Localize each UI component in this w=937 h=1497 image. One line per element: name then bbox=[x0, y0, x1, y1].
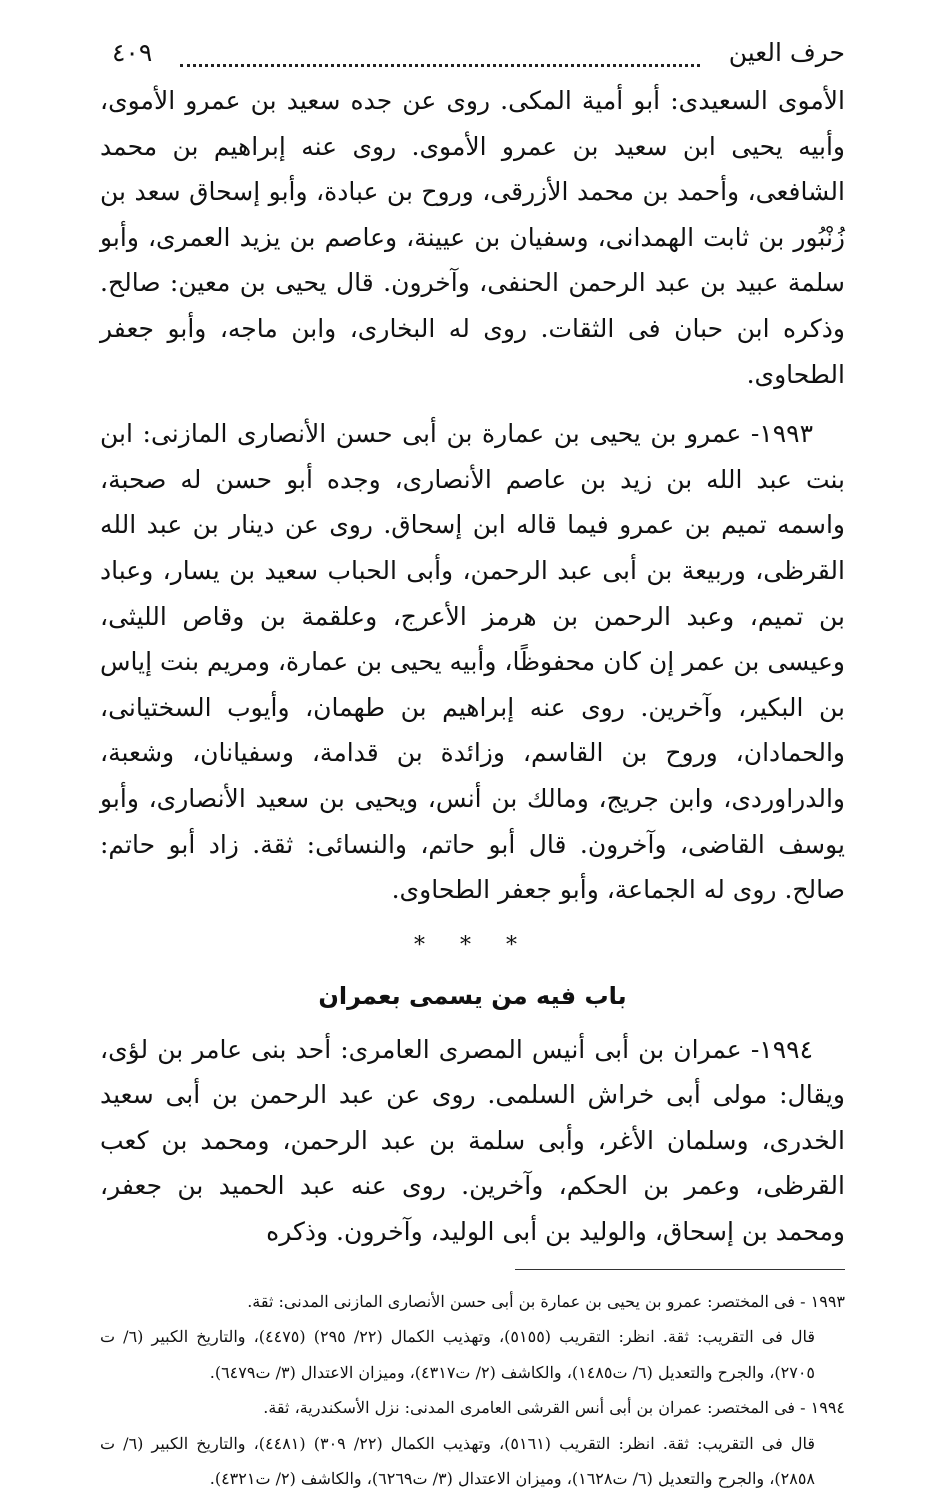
entry-1993 bbox=[100, 411, 845, 913]
footnote-separator bbox=[515, 1269, 845, 1270]
entry-continuation: الأموى السعيدى: أبو أمية المكى. روى عن جده سعيد بن عمرو الأموى، وأبيه يحيى ابن سعيد بن عمرو الأموى. روى عنه إبراهيم بن محمد الشافعى، وأحمد بن محمد الأزرقى، وروح بن عبادة، وأبو إسحاق سعد بن زُنْبُور بن ثابت الهمدانى، وسفيان بن عيينة، وعاصم بن يزيد العمرى، وأبو سلمة عبيد بن عبد الرحمن الحنفى، وآخرون. قال يحيى بن معين: صالح. وذكره ابن حبان فى الثقات. روى له البخارى، وابن ماجه، وأبو جعفر الطحاوى. bbox=[100, 86, 845, 389]
running-title: حرف العين bbox=[728, 38, 845, 67]
page-header bbox=[100, 30, 845, 78]
page-number: ٤٠٩ bbox=[112, 38, 153, 67]
footnote-1993-lead: ١٩٩٣ - فى المختصر: عمرو بن يحيى بن عمارة بن أبى حسن الأنصارى المازنى المدنى: ثقة. bbox=[247, 1291, 845, 1311]
entry-1994-text: ١٩٩٤- عمران بن أبى أنيس المصرى العامرى: أحد بنى عامر بن لؤى، ويقال: مولى أبى خراش السلمى. روى عن عبد الرحمن بن أبى سعيد الخدرى، وسلمان الأغر، وأبى سلمة بن عبد الرحمن، ومحمد بن كعب القرظى، وعمر بن الحكم، وآخرين. روى عنه عبد الحميد بن جعفر، ومحمد بن إسحاق، والوليد بن أبى الوليد، وآخرون. وذكره bbox=[100, 1034, 845, 1247]
section-divider: * * * bbox=[414, 932, 531, 958]
main-text-after bbox=[100, 1027, 845, 1255]
footnote-1994-body: قال فى التقريب: ثقة. انظر: التقريب (٥١٦١)، وتهذيب الكمال (٢٢/ ٣٠٩) (٤٤٨١)، والتاريخ الكبير (٦/ ت ٢٨٥٨)، والجرح والتعديل (٦/ ت١٦٢٨)، وميزان الاعتدال (٣/ ت٦٢٦٩)، والكاشف (٢/ ت٤٣٢١). bbox=[100, 1433, 816, 1489]
entry-1994 bbox=[100, 1027, 845, 1255]
chapter-title: باب فيه من يسمى بعمران bbox=[318, 981, 627, 1010]
main-text bbox=[100, 78, 845, 913]
entry-1993-text: ١٩٩٣- عمرو بن يحيى بن عمارة بن أبى حسن الأنصارى المازنى: ابن بنت عبد الله بن زيد بن عاصم الأنصارى، وجده أبو حسن له صحبة، واسمه تميم بن عمرو فيما قاله ابن إسحاق. روى عن دينار بن عبد الله القرظى، وربيعة بن أبى عبد الرحمن، وأبى الحباب سعيد بن يسار، وعباد بن تميم، وعبد الرحمن بن هرمز الأعرج، وعلقمة بن وقاص الليثى، وعيسى بن عمر إن كان محفوظًا، وأبيه يحيى بن عمارة، ومريم بنت إياس بن البكير، وآخرين. روى عنه إبراهيم بن طهمان، وأيوب السختيانى، والحمادان، وروح بن القاسم، وزائدة بن قدامة، وسفيانان، وشعبة، والدراوردى، وابن جريج، ومالك بن أنس، ويحيى بن سعيد الأنصارى، وأبو يوسف القاضى، وآخرون. قال أبو حاتم، والنسائى: ثقة. زاد أبو حاتم: صالح. روى له الجماعة، وأبو جعفر الطحاوى. bbox=[100, 419, 845, 905]
footnote-1993-body: قال فى التقريب: ثقة. انظر: التقريب (٥١٥٥)، وتهذيب الكمال (٢٢/ ٢٩٥) (٤٤٧٥)، والتاريخ الكبير (٦/ ت ٢٧٠٥)، والجرح والتعديل (٦/ ت١٤٨٥)، والكاشف (٢/ ت٤٣١٧)، وميزان الاعتدال (٣/ ت٦٤٧٩). bbox=[100, 1327, 816, 1382]
footnotes bbox=[100, 1284, 845, 1497]
header-dot-leader bbox=[180, 64, 700, 67]
footnote-1994-lead: ١٩٩٤ - فى المختصر: عمران بن أبى أنس القرشى العامرى المدنى: نزل الأسكندرية، ثقة. bbox=[263, 1398, 845, 1418]
